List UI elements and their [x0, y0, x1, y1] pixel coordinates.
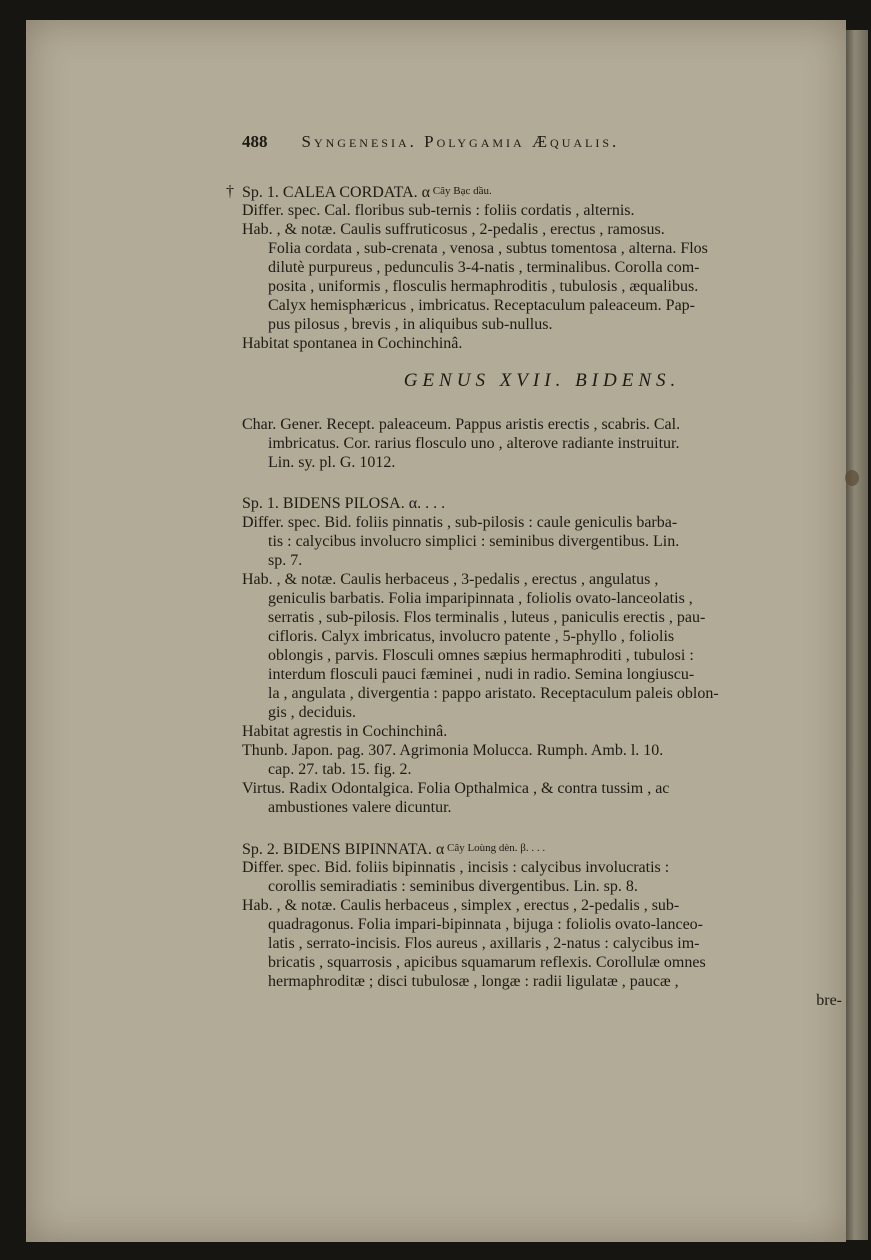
line-text: Calyx hemisphæricus , imbricatus. Receptaculum paleaceum. Pap- [268, 297, 695, 314]
line-text: bre- [816, 992, 842, 1009]
line-text: Differ. spec. Cal. floribus sub-ternis : foliis cordatis , alternis. [242, 202, 635, 219]
pilosa-line [242, 627, 842, 646]
line-text: geniculis barbatis. Folia imparipinnata , foliolis ovato-lanceolatis , [268, 590, 693, 607]
pilosa-line [242, 703, 842, 722]
line-text: Differ. spec. Bid. foliis bipinnatis , incisis : calycibus involucratis : [242, 859, 670, 876]
pilosa-line [242, 494, 842, 513]
line-text: Hab. , & notæ. Caulis suffruticosus , 2-pedalis , erectus , ramosus. [242, 221, 665, 238]
bipinnata-line [242, 934, 842, 953]
line-text: tis : calycibus involucro simplici : seminibus divergentibus. Lin. [268, 533, 680, 550]
line-text: interdum flosculi pauci fæminei , nudi in radio. Semina longiuscu- [268, 666, 695, 683]
line-text: corollis semiradiatis : seminibus divergentibus. Lin. sp. 8. [268, 878, 638, 895]
calea-line [242, 277, 842, 296]
pilosa-line [242, 779, 842, 798]
page-stain [845, 470, 859, 486]
genus-char-line [242, 453, 842, 472]
running-title: Syngenesia. Polygamia Æqualis. [301, 132, 620, 151]
line-text: Hab. , & notæ. Caulis herbaceus , 3-pedalis , erectus , angulatus , [242, 571, 659, 588]
line-text: imbricatus. Cor. rarius flosculo uno , alterove radiante instruitur. [268, 435, 680, 452]
pilosa-line [242, 646, 842, 665]
pilosa-line [242, 760, 842, 779]
calea-line [242, 258, 842, 277]
line-text: la , angulata , divergentia : pappo aristato. Receptaculum paleis oblon- [268, 685, 719, 702]
line-text: sp. 7. [268, 552, 303, 569]
pilosa-line [242, 570, 842, 589]
pilosa-line [242, 722, 842, 741]
vernacular-name: Cây Loùng dèn. β. . . . [444, 842, 546, 854]
bipinnata-line [242, 915, 842, 934]
pilosa-line [242, 532, 842, 551]
pilosa-line [242, 798, 842, 817]
line-text: Habitat spontanea in Cochinchinâ. [242, 335, 463, 352]
calea-line [242, 296, 842, 315]
calea-line [242, 315, 842, 334]
vernacular-name: Cây Bạc dầu. [430, 185, 492, 197]
line-text: Lin. sy. pl. G. 1012. [268, 454, 396, 471]
calea-line [242, 239, 842, 258]
calea-line [242, 182, 842, 201]
line-text: latis , serrato-incisis. Flos aureus , axillaris , 2-natus : calycibus im- [268, 935, 700, 952]
line-text: cap. 27. tab. 15. fig. 2. [268, 761, 412, 778]
pilosa-line [242, 665, 842, 684]
line-text: pus pilosus , brevis , in aliquibus sub-nullus. [268, 316, 553, 333]
line-text: Differ. spec. Bid. foliis pinnatis , sub-pilosis : caule geniculis barba- [242, 514, 678, 531]
line-text: quadragonus. Folia impari-bipinnata , bijuga : foliolis ovato-lanceo- [268, 916, 704, 933]
page-number: 488 [242, 132, 268, 151]
line-text: ambustiones valere dicuntur. [268, 799, 452, 816]
bipinnata-line [242, 991, 842, 1010]
calea-line [242, 334, 842, 353]
bipinnata-line [242, 953, 842, 972]
line-text: gis , deciduis. [268, 704, 356, 721]
entry-calea-cordata [226, 182, 842, 353]
bipinnata-line [242, 839, 842, 858]
calea-line [242, 201, 842, 220]
line-text: dilutè purpureus , pedunculis 3-4-natis , terminalibus. Corolla com- [268, 259, 700, 276]
page-text [226, 132, 842, 1010]
line-text: Sp. 1. BIDENS PILOSA. α. . . . [242, 495, 446, 512]
line-text: oblongis , parvis. Flosculi omnes sæpius hermaphroditi , tubulosi : [268, 647, 694, 664]
pilosa-line [242, 608, 842, 627]
line-text: serratis , sub-pilosis. Flos terminalis , luteus , paniculis erectis , pau- [268, 609, 706, 626]
line-text: cifloris. Calyx imbricatus, involucro patente , 5-phyllo , foliolis [268, 628, 675, 645]
entry-bidens-bipinnata [242, 839, 842, 1010]
line-text: hermaphroditæ ; disci tubulosæ , longæ : radii ligulatæ , paucæ , [268, 973, 679, 990]
bipinnata-line [242, 896, 842, 915]
line-text: posita , uniformis , flosculis hermaphroditis , tubulosis , æqualibus. [268, 278, 699, 295]
dagger-mark: † [226, 183, 234, 200]
line-text: Sp. 1. CALEA CORDATA. α [242, 184, 431, 201]
line-text: Virtus. Radix Odontalgica. Folia Opthalmica , & contra tussim , ac [242, 780, 670, 797]
line-text: bricatis , squarrosis , apicibus squamarum reflexis. Corollulæ omnes [268, 954, 706, 971]
pilosa-line [242, 551, 842, 570]
bipinnata-line [242, 972, 842, 991]
line-text: Thunb. Japon. pag. 307. Agrimonia Molucca. Rumph. Amb. l. 10. [242, 742, 664, 759]
line-text: Char. Gener. Recept. paleaceum. Pappus aristis erectis , scabris. Cal. [242, 416, 681, 433]
pilosa-line [242, 684, 842, 703]
genus-char-line [242, 415, 842, 434]
running-header [242, 132, 842, 158]
pilosa-line [242, 589, 842, 608]
next-page-edge [846, 30, 868, 1240]
line-text: Sp. 2. BIDENS BIPINNATA. α [242, 841, 445, 858]
entry-bidens-pilosa [242, 494, 842, 817]
line-text: Habitat agrestis in Cochinchinâ. [242, 723, 448, 740]
line-text: Folia cordata , sub-crenata , venosa , subtus tomentosa , alterna. Flos [268, 240, 708, 257]
bipinnata-line [242, 858, 842, 877]
pilosa-line [242, 741, 842, 760]
pilosa-line [242, 513, 842, 532]
genus-char-line [242, 434, 842, 453]
line-text: Hab. , & notæ. Caulis herbaceus , simplex , erectus , 2-pedalis , sub- [242, 897, 680, 914]
genus-character [242, 415, 842, 472]
genus-heading: GENUS XVII. BIDENS. [403, 370, 681, 391]
bipinnata-line [242, 877, 842, 896]
calea-line [242, 220, 842, 239]
